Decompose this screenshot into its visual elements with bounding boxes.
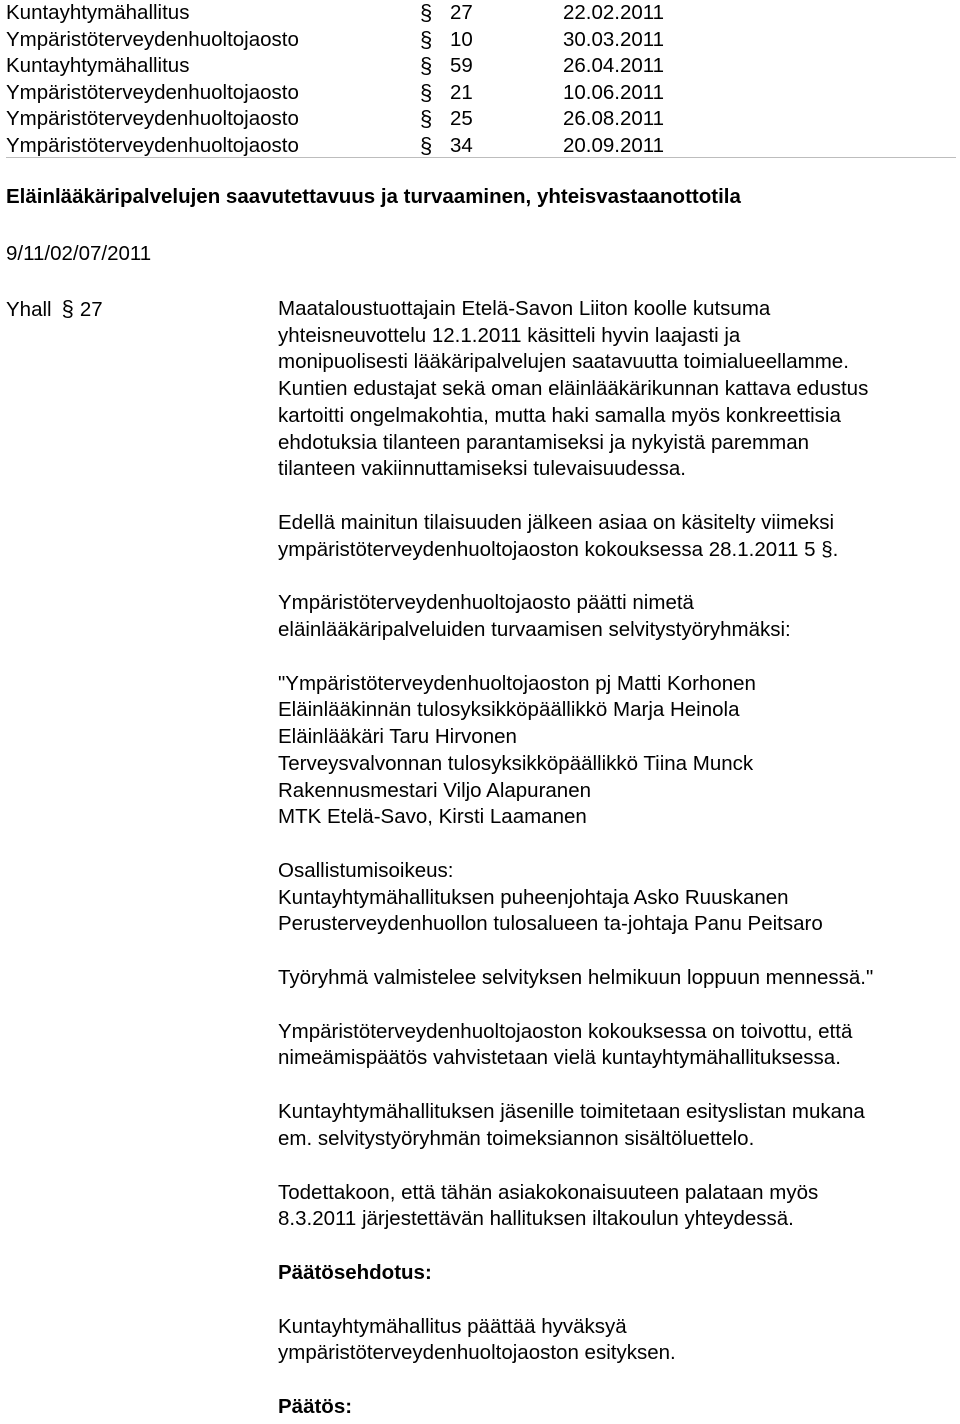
member-line: Terveysvalvonnan tulosyksikköpäällikkö Tiina Munck [278,751,754,775]
history-body: Kuntayhtymähallitus [6,1,190,24]
member-line: "Ympäristöterveydenhuoltojaoston pj Matti Korhonen [278,671,756,695]
history-row [6,53,956,80]
proposal-heading: Päätösehdotus: [278,1260,432,1284]
paragraph-line: 8.3.2011 järjestettävän hallituksen iltakoulun yhteydessä. [278,1207,794,1231]
history-body: Ympäristöterveydenhuoltojaosto [6,80,299,104]
history-body: Kuntayhtymähallitus [6,54,190,77]
member-line: MTK Etelä-Savo, Kirsti Laamanen [278,805,587,829]
history-body: Ympäristöterveydenhuoltojaosto [6,27,299,51]
history-row [6,0,956,27]
history-list [6,0,956,159]
paragraph-line: Maataloustuottajain Etelä-Savon Liiton koolle kutsuma [278,297,771,320]
current-body: Yhall [6,298,52,321]
history-row [6,106,956,133]
history-body: Ympäristöterveydenhuoltojaosto [6,107,299,130]
paragraph-line: monipuolisesti lääkäripalvelujen saatavuutta toimialueellamme. [278,350,849,374]
section-symbol: § [420,132,433,158]
section-symbol: § [61,296,74,321]
paragraph-line: Kuntayhtymähallituksen jäsenille toimitetaan esityslistan mukana [278,1100,865,1124]
decision-heading: Päätös: [278,1395,353,1419]
member-line: Eläinlääkinnän tulosyksikköpäällikkö Marja Heinola [278,698,740,722]
reference-number: 9/11/02/07/2011 [6,242,152,265]
paragraph-line: Työryhmä valmistelee selvityksen helmikuun loppuun mennessä." [278,966,874,990]
history-date: 20.09.2011 [563,133,665,157]
paragraph-line: em. selvitystyöryhmän toimeksiannon sisältöluettelo. [278,1126,755,1150]
item-body [278,296,958,1421]
history-date: 26.04.2011 [563,54,665,77]
paragraph-line: Todettakoon, että tähän asiakokonaisuuteen palataan myös [278,1180,819,1204]
paragraph-line: ehdotuksia tilanteen parantamiseksi ja nykyistä paremman [278,430,809,454]
section-symbol: § [420,79,433,105]
history-number: 34 [450,133,473,157]
paragraph-line: eläinlääkäripalveluiden turvaamisen selvitystyöryhmäksi: [278,618,791,642]
item-subject: Eläinlääkäripalvelujen saavutettavuus ja turvaaminen, yhteisvastaanottotila [6,185,741,208]
paragraph-line: Ympäristöterveydenhuoltojaosto päätti nimetä [278,591,694,615]
paragraph-line: kartoitti ongelmakohtia, mutta haki samalla myös konkreettisia [278,403,841,427]
paragraph-line: yhteisneuvottelu 12.1.2011 käsitteli hyvin laajasti ja [278,323,741,347]
history-row [6,133,956,160]
participation-heading: Osallistumisoikeus: [278,858,454,882]
current-number: 27 [79,298,103,321]
history-number: 59 [450,54,473,77]
paragraph-line: ympäristöterveydenhuoltojaoston kokouksessa 28.1.2011 5 §. [278,537,839,561]
history-number: 10 [450,27,473,51]
participation-line: Perusterveydenhuollon tulosalueen ta-johtaja Panu Peitsaro [278,912,823,936]
history-body: Ympäristöterveydenhuoltojaosto [6,133,299,157]
section-symbol: § [420,106,433,131]
paragraph-line: Ympäristöterveydenhuoltojaoston kokouksessa on toivottu, että [278,1019,853,1043]
current-item-reference [6,296,103,322]
history-date: 10.06.2011 [563,80,665,104]
history-date: 30.03.2011 [563,27,665,51]
paragraph-line: nimeämispäätös vahvistetaan vielä kuntayhtymähallituksessa. [278,1046,841,1070]
history-number: 21 [450,80,473,104]
section-symbol: § [420,0,433,25]
history-number: 27 [450,1,473,24]
paragraph-line: Kuntayhtymähallitus päättää hyväksyä [278,1314,627,1338]
paragraph-line: Edellä mainitun tilaisuuden jälkeen asiaa on käsitelty viimeksi [278,510,835,534]
header-divider [6,157,956,158]
history-date: 22.02.2011 [563,1,665,24]
paragraph-line: tilanteen vakiinnuttamiseksi tulevaisuudessa. [278,457,686,481]
section-symbol: § [420,26,433,52]
history-row [6,27,956,54]
history-number: 25 [450,107,473,130]
paragraph-line: Kuntien edustajat sekä oman eläinlääkärikunnan kattava edustus [278,377,869,401]
member-line: Rakennusmestari Viljo Alapuranen [278,778,592,802]
history-date: 26.08.2011 [563,107,665,130]
paragraph-line: ympäristöterveydenhuoltojaoston esityksen. [278,1341,676,1365]
member-line: Eläinlääkäri Taru Hirvonen [278,725,517,749]
participation-line: Kuntayhtymähallituksen puheenjohtaja Asko Ruuskanen [278,885,789,909]
history-row [6,80,956,107]
section-symbol: § [420,53,433,78]
